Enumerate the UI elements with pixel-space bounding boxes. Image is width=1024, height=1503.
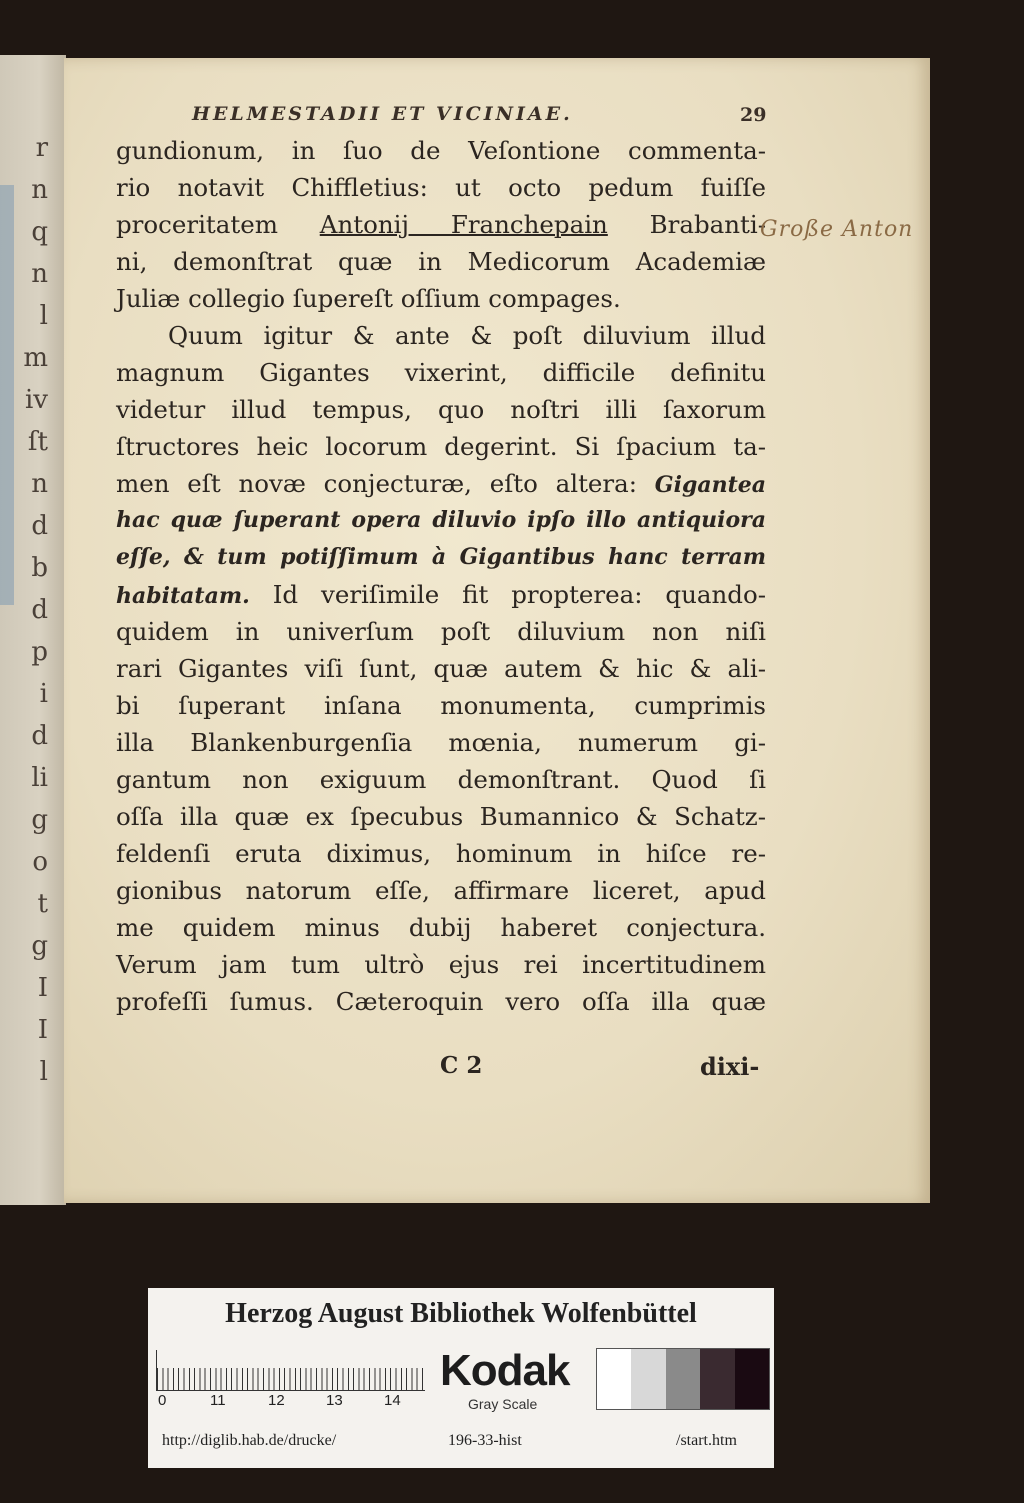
text-line: Quum igitur & ante & poſt diluvium illud <box>168 321 766 350</box>
text-line: oſſa illa quæ ex ſpecubus Bumannico & Schatz- <box>116 802 766 831</box>
text-line: magnum Gigantes vixerint, difficile definitu <box>116 358 766 387</box>
measurement-ruler <box>156 1350 425 1391</box>
facing-page-fragment: ſt <box>27 427 48 457</box>
text-line: gundionum, in ſuo de Veſontione commenta- <box>116 136 766 165</box>
facing-page-fragment: g <box>31 805 48 835</box>
library-color-card <box>148 1288 774 1468</box>
facing-page-fragment: I <box>37 973 48 1003</box>
facing-page-fragment: q <box>31 217 48 247</box>
text-line: rio notavit Chiffletius: ut octo pedum fuiſſe <box>116 173 766 202</box>
shelfmark: 196-33-hist <box>448 1432 522 1449</box>
text-line: videtur illud tempus, quo noſtri illi ſaxorum <box>116 395 766 424</box>
facing-page-fragment: t <box>37 889 48 919</box>
facing-page-fragment: d <box>31 595 48 625</box>
ruler-number: 14 <box>384 1392 401 1409</box>
facing-page-fragment: l <box>39 1057 48 1087</box>
text-line: hac quæ ſuperant opera diluvio ipſo illo antiquiora <box>116 507 766 533</box>
gray-step <box>597 1349 631 1409</box>
italic-segment: Gigantea <box>654 472 766 498</box>
kodak-brand: Kodak <box>440 1346 570 1395</box>
line-segment: Brabanti- <box>607 210 766 239</box>
facing-page-fragment: li <box>31 763 48 793</box>
line-segment: men eſt novæ conjecturæ, eſto altera: <box>116 469 655 498</box>
facing-page-fragment: d <box>31 511 48 541</box>
text-line: ſtructores heic locorum degerint. Si ſpacium ta- <box>116 432 766 461</box>
facing-page-edge <box>0 55 66 1205</box>
facing-page-fragment: g <box>31 931 48 961</box>
text-line: gionibus natorum eſſe, affirmare liceret, apud <box>116 876 766 905</box>
text-line: gantum non exiguum demonſtrant. Quod ſi <box>116 765 766 794</box>
ruler-number: 11 <box>210 1392 226 1409</box>
marginal-note: Große Anton <box>760 217 914 242</box>
gray-scale-strip <box>596 1348 770 1410</box>
facing-page-fragment: I <box>37 1015 48 1045</box>
ruler-number: 13 <box>326 1392 343 1409</box>
facing-page-fragment: o <box>32 847 48 877</box>
library-name: Herzog August Bibliothek Wolfenbüttel <box>225 1298 697 1329</box>
text-line: Juliæ collegio ſupereſt oſſium compages. <box>116 284 621 313</box>
gray-scale-label: Gray Scale <box>468 1396 538 1412</box>
facing-page-fragment: p <box>31 637 48 667</box>
facing-page-fragment: d <box>31 721 48 751</box>
text-line: Verum jam tum ultrò ejus rei incertitudinem <box>116 950 766 979</box>
facing-page-fragment: l <box>39 301 48 331</box>
text-line: feldenſi eruta diximus, hominum in hiſce re- <box>116 839 766 868</box>
text-line <box>116 576 766 613</box>
gray-step <box>735 1349 769 1409</box>
facing-page-fragment: m <box>23 343 48 373</box>
ruler-labels <box>158 1392 428 1412</box>
signature-mark: C 2 <box>440 1052 483 1079</box>
facing-page-fragment: n <box>31 469 48 499</box>
facing-page-fragment: n <box>31 175 48 205</box>
text-line <box>116 206 766 243</box>
facing-page-fragment: n <box>31 259 48 289</box>
underlined-name: Antonij Franchepain <box>319 210 608 239</box>
text-line: profeſſi ſumus. Cæteroquin vero oſſa illa quæ <box>116 987 766 1016</box>
text-line <box>116 465 766 502</box>
facing-page-fragment: i <box>39 679 48 709</box>
body-text <box>116 132 766 1020</box>
url-suffix: /start.htm <box>676 1432 737 1449</box>
facing-page-fragment: b <box>31 553 48 583</box>
line-segment: proceritatem <box>116 210 320 239</box>
text-line: rari Gigantes viſi ſunt, quæ autem & hic & ali- <box>116 654 766 683</box>
page-number: 29 <box>740 104 767 126</box>
facing-page-fragment: r <box>35 133 48 163</box>
facing-page-fragment: iv <box>24 385 48 415</box>
text-line: eſſe, & tum potiſſimum à Gigantibus hanc terram <box>116 544 766 570</box>
text-line: ni, demonſtrat quæ in Medicorum Academiæ <box>116 247 766 276</box>
text-line: illa Blankenburgenſia mœnia, numerum gi- <box>116 728 766 757</box>
gray-step <box>631 1349 665 1409</box>
text-line: me quidem minus dubij haberet conjectura. <box>116 913 766 942</box>
ruler-number: 0 <box>158 1392 167 1409</box>
italic-segment: habitatam. <box>116 583 250 609</box>
line-segment: Id veriſimile fit propterea: quando- <box>249 580 766 609</box>
url-prefix: http://diglib.hab.de/drucke/ <box>162 1432 337 1449</box>
text-line: quidem in univerſum poſt diluvium non niſi <box>116 617 766 646</box>
catchword: dixi- <box>700 1052 760 1081</box>
ruler-number: 12 <box>268 1392 285 1409</box>
gray-step <box>666 1349 700 1409</box>
running-head: HELMESTADII ET VICINIAE. <box>192 103 573 125</box>
text-line: bi ſuperant inſana monumenta, cumprimis <box>116 691 766 720</box>
gray-step <box>700 1349 734 1409</box>
